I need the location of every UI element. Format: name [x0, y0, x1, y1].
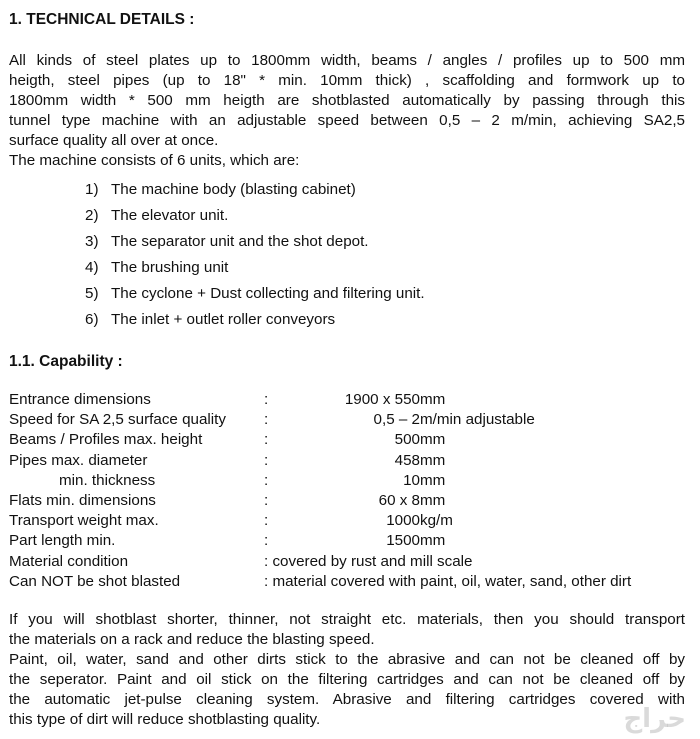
table-row	[9, 430, 631, 450]
table-row	[9, 451, 631, 471]
table-row	[9, 511, 631, 531]
list-item-number: 1)	[85, 181, 99, 198]
row-unit: mm	[420, 391, 446, 409]
list-item-number: 6)	[85, 311, 99, 328]
table-row	[9, 471, 631, 491]
intro-line: tunnel type machine with an adjustable speed between 0,5 – 2 m/min, achieving SA2,5	[9, 112, 685, 129]
list-item-text: The cyclone + Dust collecting and filtering unit.	[111, 285, 425, 302]
list-item-number: 5)	[85, 285, 99, 302]
row-text: : covered by rust and mill scale	[264, 552, 473, 570]
row-label: Beams / Profiles max. height	[9, 431, 203, 449]
list-item-number: 4)	[85, 259, 99, 276]
row-colon: :	[264, 532, 269, 550]
row-value: 1500	[386, 532, 420, 550]
units-intro: The machine consists of 6 units, which are:	[9, 152, 300, 169]
table-row	[9, 410, 631, 430]
row-value: 60 x 8	[378, 492, 420, 510]
row-colon: :	[264, 391, 269, 409]
list-item-number: 3)	[85, 233, 99, 250]
row-text: : material covered with paint, oil, water, sand, other dirt	[264, 572, 632, 590]
list-item	[9, 177, 685, 203]
paragraph-line: this type of dirt will reduce shotblasting quality.	[9, 710, 321, 728]
row-unit: mm	[420, 431, 446, 449]
row-value: 1900 x 550	[344, 391, 420, 409]
list-item-text: The inlet + outlet roller conveyors	[111, 311, 336, 328]
row-colon: :	[264, 431, 269, 449]
list-item	[9, 203, 685, 229]
intro-paragraph	[9, 51, 685, 171]
units-list	[9, 177, 685, 333]
paragraph-line: If you will shotblast shorter, thinner, not straight etc. materials, then you should transport	[9, 610, 685, 628]
transport-paragraph	[9, 610, 685, 650]
row-colon: :	[264, 411, 269, 429]
row-unit: mm	[420, 492, 446, 510]
row-label: Material condition	[9, 552, 129, 570]
row-unit: mm	[420, 471, 446, 489]
intro-line: 1800mm width * 500 mm heigth are shotblasted automatically by passing through this	[9, 92, 685, 109]
table-row	[9, 572, 631, 592]
row-colon: :	[264, 512, 269, 530]
table-row	[9, 491, 631, 511]
list-item-text: The separator unit and the shot depot.	[111, 233, 369, 250]
table-row	[9, 390, 631, 410]
row-label: min. thickness	[59, 471, 156, 489]
row-label: Can NOT be shot blasted	[9, 572, 181, 590]
intro-line: surface quality all over at once.	[9, 132, 219, 149]
row-label: Entrance dimensions	[9, 391, 151, 409]
row-unit: mm	[420, 532, 446, 550]
intro-line: All kinds of steel plates up to 1800mm width, beams / angles / profiles up to 500 mm	[9, 52, 685, 69]
row-value: 0,5 – 2	[373, 411, 420, 429]
row-label: Part length min.	[9, 532, 116, 550]
list-item	[9, 307, 685, 333]
list-item-number: 2)	[85, 207, 99, 224]
row-label: Flats min. dimensions	[9, 492, 156, 510]
paragraph-line: the seperator. Paint and oil stick on the filtering cartridges and can not be cleaned off by	[9, 670, 685, 688]
paragraph-line: the automatic jet-pulse cleaning system. Abrasive and filtering cartridges covered with	[9, 690, 685, 708]
capability-table	[9, 390, 631, 592]
table-row	[9, 531, 631, 551]
row-value: 10	[403, 471, 420, 489]
row-unit: mm	[420, 451, 446, 469]
row-colon: :	[264, 492, 269, 510]
section-heading-technical-details: 1. TECHNICAL DETAILS :	[9, 11, 195, 28]
list-item	[9, 229, 685, 255]
table-row	[9, 552, 631, 572]
list-item-text: The machine body (blasting cabinet)	[111, 181, 356, 198]
list-item	[9, 255, 685, 281]
intro-line: heigth, steel pipes (up to 18" * min. 10mm thick) , scaffolding and formwork up to	[9, 72, 685, 89]
paragraph-line: the materials on a rack and reduce the blasting speed.	[9, 630, 375, 648]
row-value: 458	[394, 451, 420, 469]
row-label: Transport weight max.	[9, 512, 159, 530]
list-item	[9, 281, 685, 307]
row-label: Speed for SA 2,5 surface quality	[9, 411, 226, 429]
row-label: Pipes max. diameter	[9, 451, 148, 469]
row-colon: :	[264, 471, 269, 489]
list-item-text: The elevator unit.	[111, 207, 229, 224]
row-value: 500	[394, 431, 420, 449]
row-unit: kg/m	[420, 512, 453, 530]
section-heading-capability: 1.1. Capability :	[9, 353, 123, 370]
list-item-text: The brushing unit	[111, 259, 229, 276]
watermark-logo: حراج	[623, 704, 686, 734]
dirt-paragraph	[9, 650, 686, 734]
row-value: 1000	[386, 512, 420, 530]
document-page	[9, 10, 686, 734]
row-unit: m/min adjustable	[420, 411, 535, 429]
paragraph-line: Paint, oil, water, sand and other dirts stick to the abrasive and can not be cleaned off by	[9, 650, 685, 668]
row-colon: :	[264, 451, 269, 469]
